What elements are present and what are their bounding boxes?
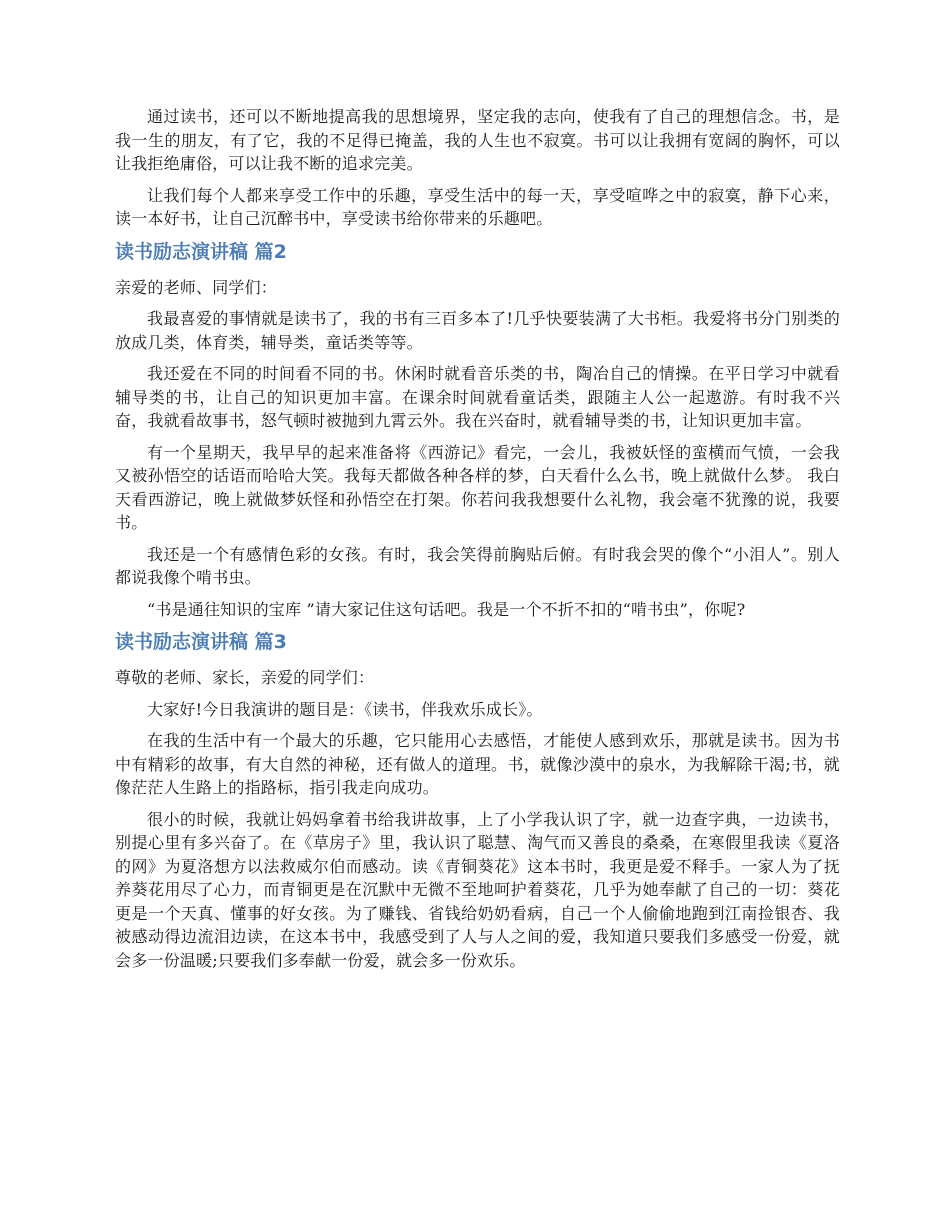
intro-paragraph: 让我们每个人都来享受工作中的乐趣，享受生活中的每一天，享受喧哗之中的寂寞，静下心来，读一本好书，让自己沉醉书中，享受读书给你带来的乐趣吧。 [115, 185, 840, 228]
body-paragraph: 大家好!今日我演讲的题目是：《读书，伴我欢乐成长》。 [147, 699, 543, 719]
salutation: 尊敬的老师、家长，亲爱的同学们： [115, 668, 375, 687]
intro-paragraph: 通过读书，还可以不断地提高我的思想境界，坚定我的志向，使我有了自己的理想信念。书，是我一生的朋友，有了它，我的不足得已掩盖，我的人生也不寂寞。书可以让我拥有宽阔的胸怀，可以让我拒绝庸俗，可以让我不断的追求完美。 [115, 107, 840, 173]
body-paragraph: 我最喜爱的事情就是读书了，我的书有三百多本了!几乎快要装满了大书柜。我爱将书分门别类的放成几类，体育类，辅导类，童话类等等。 [115, 309, 840, 352]
body-paragraph: 我还爱在不同的时间看不同的书。休闲时就看音乐类的书，陶冶自己的情操。在平日学习中就看辅导类的书，让自己的知识更加丰富。在课余时间就看童话类，跟随主人公一起遨游。有时我不兴奋，我就看故事书，怒气顿时被抛到九霄云外。我在兴奋时，就看辅导类的书，让知识更加丰富。 [115, 364, 840, 430]
section-heading-3: 读书励志演讲稿 篇3 [115, 631, 287, 653]
body-paragraph: 在我的生活中有一个最大的乐趣，它只能用心去感悟，才能使人感到欢乐，那就是读书。因为书中有精彩的故事，有大自然的神秘，还有做人的道理。书，就像沙漠中的泉水，为我解除干渴;书，就像茫茫人生路上的指路标，指引我走向成功。 [115, 731, 840, 797]
salutation: 亲爱的老师、同学们： [115, 277, 278, 297]
body-paragraph: 很小的时候，我就让妈妈拿着书给我讲故事，上了小学我认识了字，就一边查字典，一边读书，别提心里有多兴奋了。在《草房子》里，我认识了聪慧、淘气而又善良的桑桑，在寒假里我读《夏洛的网》为夏洛想方以法救威尔伯而感动。读《青铜葵花》这本书时，我更是爱不释手。一家人为了抚养葵花用尽了心力，而青铜更是在沉默中无微不至地呵护着葵花，几乎为她奉献了自己的一切：葵花更是一个天真、懂事的好女孩。为了赚钱、省钱给奶奶看病，自己一个人偷偷地跑到江南捡银杏、我被感动得边流泪边读，在这本书中，我感受到了人与人之间的爱，我知道只要我们多感受一份爱，就会多一份温暖;只要我们多奉献一份爱，就会多一份欢乐。 [115, 809, 840, 970]
body-paragraph: 我还是一个有感情色彩的女孩。有时，我会笑得前胸贴后俯。有时我会哭的像个“小泪人”。别人都说我像个啃书虫。 [115, 544, 840, 587]
body-paragraph: “书是通往知识的宝库 ”请大家记住这句话吧。我是一个不折不扣的“啃书虫”，你呢? [147, 599, 746, 619]
body-paragraph: 有一个星期天，我早早的起来准备将《西游记》看完，一会儿，我被妖怪的蛮横而气愤，一会我又被孙悟空的话语而哈哈大笑。我每天都做各种各样的梦，白天看什么么书，晚上就做什么梦。 我白天看西游记，晚上就做梦妖怪和孙悟空在打架。你若问我我想要什么礼物，我会毫不犹豫的说，我要书。 [115, 442, 840, 532]
document-body [115, 105, 840, 980]
section-heading-2: 读书励志演讲稿 篇2 [115, 240, 287, 263]
